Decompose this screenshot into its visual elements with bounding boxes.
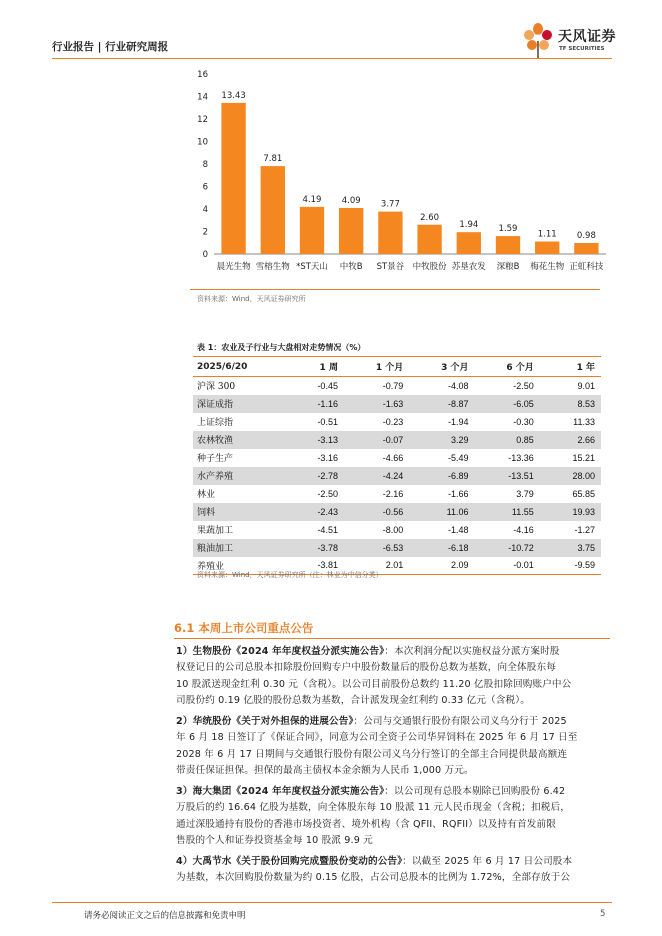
- table-row-label: 饲料: [193, 503, 283, 521]
- chart-divider: [190, 289, 600, 290]
- data-label: 13.43: [221, 90, 246, 101]
- table-cell: -3.78: [283, 539, 344, 557]
- table-cell: 0.85: [474, 431, 539, 449]
- table-row: [193, 395, 601, 413]
- data-label: 0.98: [576, 230, 596, 241]
- company-logo: [520, 20, 630, 60]
- table-header-cell: 6 个月: [474, 357, 539, 377]
- announcement-title: 大禹节水《关于股份回购完成暨股份变动的公告》: [192, 856, 403, 867]
- announcement-paragraph: [176, 714, 614, 780]
- paragraph-text: 万股后的约 16.64 亿股为基数，向全体股东每 10 股派 11 元人民币现金（含税；扣税后，: [176, 802, 570, 814]
- table-row-label: 果蔬加工: [197, 526, 234, 536]
- table-header-row: [193, 357, 601, 377]
- table-cell: 2.66: [540, 431, 601, 449]
- table-row-label: 粮油加工: [193, 539, 283, 557]
- table-cell: -4.66: [382, 452, 404, 463]
- logo-text-en: TF SECURITIES: [559, 46, 605, 52]
- table-header-cell: 3 个月: [409, 357, 474, 377]
- table-cell: 19.93: [540, 503, 601, 521]
- paragraph-line: [176, 660, 614, 676]
- table-cell: -9.59: [540, 557, 601, 575]
- paragraph-text: 2028 年 6 月 17 日期间与交通银行股份有限公司义乌分行签订的全部主合同提供最高额连: [176, 748, 568, 760]
- table-cell: -6.53: [344, 539, 409, 557]
- table-cell: -4.08: [447, 380, 469, 391]
- table-cell: 28.00: [540, 467, 601, 485]
- table-cell: -0.45: [317, 380, 338, 391]
- page-number: 5: [600, 909, 606, 919]
- x-tick-label: 苏垦农发: [451, 262, 486, 272]
- section-title: 6.1 本周上市公司重点公告: [174, 621, 314, 635]
- header-divider: [52, 58, 612, 59]
- table-cell: -5.49: [447, 452, 469, 463]
- chart-source: 资料来源：Wind，天风证券研究所: [197, 295, 306, 303]
- announcement-title: 海大集团《2024 年年度权益分派实施公告》: [192, 786, 385, 797]
- table-cell: -6.89: [409, 467, 474, 485]
- table-row-label: 养殖业: [193, 557, 283, 575]
- table-cell: 11.06: [409, 503, 474, 521]
- table-cell: -4.24: [344, 467, 409, 485]
- paragraph-number: 2）: [176, 716, 193, 727]
- bar: [300, 207, 324, 254]
- data-label: 1.11: [537, 229, 557, 240]
- paragraph-line: [176, 854, 614, 870]
- table-header-cell: 1 个月: [344, 357, 409, 377]
- y-tick-label: 0: [202, 250, 208, 260]
- bar: [496, 236, 520, 254]
- bar: [535, 242, 559, 254]
- section-divider: [174, 638, 610, 639]
- table-row-label: 深证成指: [193, 395, 283, 413]
- table-row: [193, 521, 601, 539]
- x-tick-label: 雪榕生物: [255, 262, 290, 272]
- paragraph-text: ：以公司现有总股本剔除已回购股份 6.42: [384, 786, 566, 797]
- paragraph-line: [176, 870, 614, 886]
- y-tick-label: 2: [202, 227, 208, 238]
- table-row-label: 沪深 300: [197, 382, 236, 393]
- table-cell: -2.50: [317, 488, 338, 499]
- paragraph-text: ：公司与交通银行股份有限公司义乌分行于 2025: [353, 716, 567, 727]
- paragraph-text: 带责任保证担保。担保的最高主债权本金余额为人民币 1,000 万元。: [176, 765, 474, 777]
- paragraph-text: 通过深股通持有股份的香港市场投资者、境外机构（含 QFII、RQFII）以及持有首发前限: [176, 818, 556, 830]
- table-cell: -2.50: [513, 380, 534, 391]
- announcement-title: 生物股份《2024 年年度权益分派实施公告》: [192, 646, 385, 657]
- table-cell: 11.55: [474, 503, 539, 521]
- table-row-label: 种子生产: [197, 454, 234, 464]
- table-cell: -1.48: [447, 524, 469, 535]
- logo-flower-icon: [520, 20, 556, 60]
- table-cell: -0.01: [474, 557, 539, 575]
- footer-disclaimer: 请务必阅读正文之后的信息披露和免责申明: [84, 911, 246, 921]
- table-cell: 2.01: [344, 557, 409, 575]
- x-tick-label: ST景谷: [376, 262, 405, 272]
- y-tick-label: 14: [197, 92, 208, 103]
- table-cell: -3.13: [283, 431, 344, 449]
- paragraph-line: [176, 784, 614, 800]
- paragraph-text: ：以截至 2025 年 6 月 17 日公司股本: [402, 856, 573, 867]
- bar: [261, 166, 285, 254]
- table-row: [193, 449, 601, 467]
- paragraph-line: [176, 677, 614, 693]
- paragraph-line: [176, 730, 614, 746]
- table-cell: -0.79: [382, 380, 404, 391]
- y-tick-label: 12: [197, 115, 208, 125]
- announcement-paragraph: [176, 644, 614, 710]
- table-cell: 8.53: [540, 395, 601, 413]
- table-cell: -1.94: [447, 416, 469, 427]
- table-header-cell: 1 周: [283, 357, 344, 377]
- table-row-label: 上证综指: [197, 418, 234, 428]
- table-cell: -1.16: [283, 395, 344, 413]
- table-cell: -3.81: [283, 557, 344, 575]
- x-tick-label: 中牧股份: [412, 262, 447, 272]
- data-label: 4.09: [341, 195, 361, 206]
- table-cell: -13.51: [474, 467, 539, 485]
- table-row: [193, 377, 601, 395]
- table-cell: -0.30: [513, 416, 534, 427]
- table-row-label: 农林牧渔: [193, 431, 283, 449]
- y-tick-label: 8: [202, 160, 208, 170]
- y-tick-label: 10: [197, 137, 208, 148]
- footer-divider: [52, 902, 612, 903]
- table-source: 资料来源：Wind，天风证券研究所（注：林业为中信分类）: [197, 571, 383, 579]
- paragraph-line: [176, 693, 614, 709]
- y-tick-label: 16: [197, 70, 208, 80]
- bar: [457, 232, 481, 254]
- announcement-paragraph: [176, 784, 614, 850]
- table-cell: -1.63: [344, 395, 409, 413]
- data-label: 2.60: [420, 212, 440, 223]
- paragraph-number: 4）: [176, 856, 193, 867]
- data-label: 3.77: [380, 199, 400, 210]
- paragraph-text: 年 6 月 18 日签订了《保证合同》，同意为公司全资子公司华昇饲料在 2025 年 6 月 17 日至: [176, 732, 578, 744]
- bar: [574, 243, 598, 254]
- announcement-paragraph: [176, 854, 614, 887]
- table-cell: -0.56: [344, 503, 409, 521]
- paragraph-line: [176, 714, 614, 730]
- table-row-label: 水产养殖: [193, 467, 283, 485]
- logo-text-cn: 天风证券: [558, 29, 616, 45]
- table-cell: -8.00: [382, 524, 404, 535]
- paragraph-line: [176, 817, 614, 833]
- table-cell: -8.87: [409, 395, 474, 413]
- y-tick-label: 6: [202, 182, 208, 193]
- table-cell: -0.51: [317, 416, 338, 427]
- bar: [221, 103, 245, 254]
- table-row-label: 林业: [197, 490, 216, 500]
- data-label: 1.59: [498, 224, 518, 235]
- table-cell: 15.21: [572, 452, 595, 463]
- table-row: [193, 503, 601, 521]
- table-cell: -10.72: [474, 539, 539, 557]
- table-row: [193, 431, 601, 449]
- x-tick-label: 晨光生物: [216, 262, 251, 272]
- paragraph-line: [176, 833, 614, 849]
- table-cell: -0.07: [344, 431, 409, 449]
- table-row: [193, 539, 601, 557]
- table-row: [193, 413, 601, 431]
- bar-chart: [190, 62, 610, 287]
- x-tick-label: 正虹科技: [569, 262, 604, 272]
- bar: [417, 225, 441, 254]
- paragraph-line: [176, 800, 614, 816]
- table-cell: 3.75: [540, 539, 601, 557]
- table-cell: 9.01: [577, 380, 595, 391]
- paragraph-text: 为基数，本次回购股份数量为约 0.15 亿股，占公司总股本的比例为 1.72%，全部存放于公: [176, 872, 571, 884]
- table-cell: 65.85: [572, 488, 595, 499]
- table-cell: -1.66: [447, 488, 469, 499]
- data-label: 7.81: [263, 154, 283, 165]
- table-cell: 2.09: [409, 557, 474, 575]
- table-cell: 3.29: [409, 431, 474, 449]
- bar: [378, 212, 402, 254]
- report-breadcrumb: 行业报告 | 行业研究周报: [52, 41, 169, 53]
- table-row: [193, 485, 601, 503]
- paragraph-line: [176, 747, 614, 763]
- table-cell: -13.36: [508, 452, 534, 463]
- paragraph-text: 司股份约 0.19 亿股的股份总数为基数，合计派发现金红利约 0.33 亿元（含税）。: [176, 695, 530, 707]
- table-cell: -4.51: [317, 524, 338, 535]
- table-header-cell: 1 年: [540, 357, 601, 377]
- x-tick-label: 深粮B: [496, 262, 520, 272]
- table-cell: -6.18: [409, 539, 474, 557]
- table-cell: -2.43: [283, 503, 344, 521]
- table-cell: -1.27: [574, 524, 595, 535]
- table-cell: 3.79: [516, 488, 534, 499]
- paragraph-text: 10 股派送现金红利 0.30 元（含税）。以公司目前股份总数约 11.20 亿股扣除回购账户中公: [176, 678, 572, 690]
- paragraph-text: ：本次利润分配以实施权益分派方案时股: [384, 646, 560, 657]
- paragraph-text: 权登记日的公司总股本扣除股份回购专户中股份数量后的股份总数为基数，向全体股东每: [176, 662, 557, 674]
- x-tick-label: *ST天山: [296, 262, 328, 272]
- table-cell: -0.23: [382, 416, 404, 427]
- table-cell: -3.16: [317, 452, 338, 463]
- table-row: [193, 467, 601, 485]
- paragraph-number: 3）: [176, 786, 193, 797]
- table-cell: -4.16: [513, 524, 534, 535]
- announcement-title: 华统股份《关于对外担保的进展公告》: [192, 716, 354, 727]
- table-cell: -6.05: [474, 395, 539, 413]
- table-title: 表 1：农业及子行业与大盘相对走势情况（%）: [197, 343, 366, 352]
- paragraph-line: [176, 644, 614, 660]
- data-label: 1.94: [459, 220, 479, 231]
- table-cell: -2.16: [382, 488, 404, 499]
- y-tick-label: 4: [202, 205, 208, 215]
- paragraph-text: 售股的个人和证券投资基金每 10 股派 9.9 元: [176, 835, 373, 847]
- x-tick-label: 中牧B: [339, 262, 363, 272]
- performance-table: [193, 356, 601, 575]
- table-cell: 11.33: [573, 416, 595, 427]
- paragraph-line: [176, 763, 614, 779]
- x-tick-label: 梅花生物: [530, 262, 565, 272]
- paragraph-number: 1）: [176, 646, 193, 657]
- table-header-cell: 2025/6/20: [193, 357, 283, 377]
- bar: [339, 208, 363, 254]
- table-cell: -2.78: [283, 467, 344, 485]
- data-label: 4.19: [302, 194, 322, 205]
